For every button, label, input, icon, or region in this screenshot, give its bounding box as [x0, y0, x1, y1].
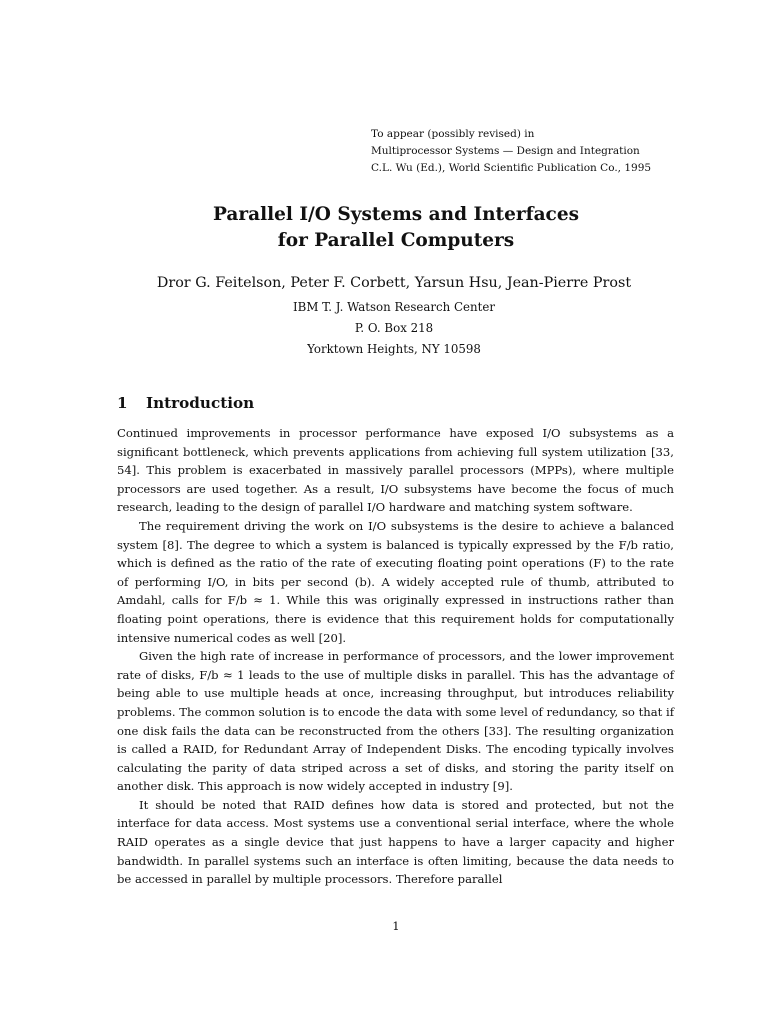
author-list: Dror G. Feitelson, Peter F. Corbett, Yarsun Hsu, Jean-Pierre Prost [156, 275, 632, 291]
body-text [117, 424, 674, 889]
paragraph: The requirement driving the work on I/O subsystems is the desire to achieve a balanced system [8]. The degree to which a system is balanced is typically expressed by the F/b ratio, which is defined as the ratio of the rate of executing floating point operations (F) to the rate of performing I/O, in bits per second (b). A widely accepted rule of thumb, attributed to Amdahl, calls for F/b ≈ 1. While this was originally expressed in instructions rather than floating point operations, there is evidence that this requirement holds for computationally intensive numerical codes as well [20]. [117, 518, 674, 645]
publication-note [371, 126, 711, 177]
paragraph: It should be noted that RAID defines how data is stored and protected, but not the interface for data access. Most systems use a conventional serial interface, where the whole RAID operates as a single device that just happens to have a larger capacity and higher bandwidth. In parallel systems such an interface is often limiting, because the data needs to be accessed in parallel by multiple processors. Therefore parallel [117, 797, 674, 887]
section-heading [117, 393, 254, 413]
paper-title [0, 202, 768, 254]
paragraph: Continued improvements in processor performance have exposed I/O subsystems as a significant bottleneck, which prevents applications from achieving full system utilization [33, 54]. This problem is exacerbated in massively parallel processors (MPPs), where multiple processors are used together. As a result, I/O subsystems have become the focus of much research, leading to the design of parallel I/O hardware and matching system software. [117, 426, 674, 515]
affiliation [0, 297, 768, 360]
section-number: 1 [117, 394, 128, 412]
publication-note-line-3: C.L. Wu (Ed.), World Scientific Publication Co., 1995 [371, 162, 652, 174]
affiliation-line-3: Yorktown Heights, NY 10598 [307, 342, 481, 356]
affiliation-line-1: IBM T. J. Watson Research Center [293, 300, 495, 314]
paper-title-line-2: for Parallel Computers [277, 230, 515, 251]
paper-title-line-1: Parallel I/O Systems and Interfaces [212, 204, 580, 225]
page-number: 1 [392, 919, 400, 933]
publication-note-line-1: To appear (possibly revised) in [371, 128, 535, 140]
publication-note-line-2: Multiprocessor Systems — Design and Integration [371, 145, 640, 157]
affiliation-line-2: P. O. Box 218 [354, 321, 434, 335]
section-title: Introduction [146, 394, 255, 412]
paragraph: Given the high rate of increase in performance of processors, and the lower improvement rate of disks, F/b ≈ 1 leads to the use of multiple disks in parallel. This has the advantage of being able to use multiple heads at once, increasing throughput, but introduces reliability problems. The common solution is to encode the data with some level of redundancy, so that if one disk fails the data can be reconstructed from the others [33]. The resulting organization is called a RAID, for Redundant Array of Independent Disks. The encoding typically involves calculating the parity of data striped across a set of disks, and storing the parity itself on another disk. This approach is now widely accepted in industry [9]. [117, 649, 674, 794]
